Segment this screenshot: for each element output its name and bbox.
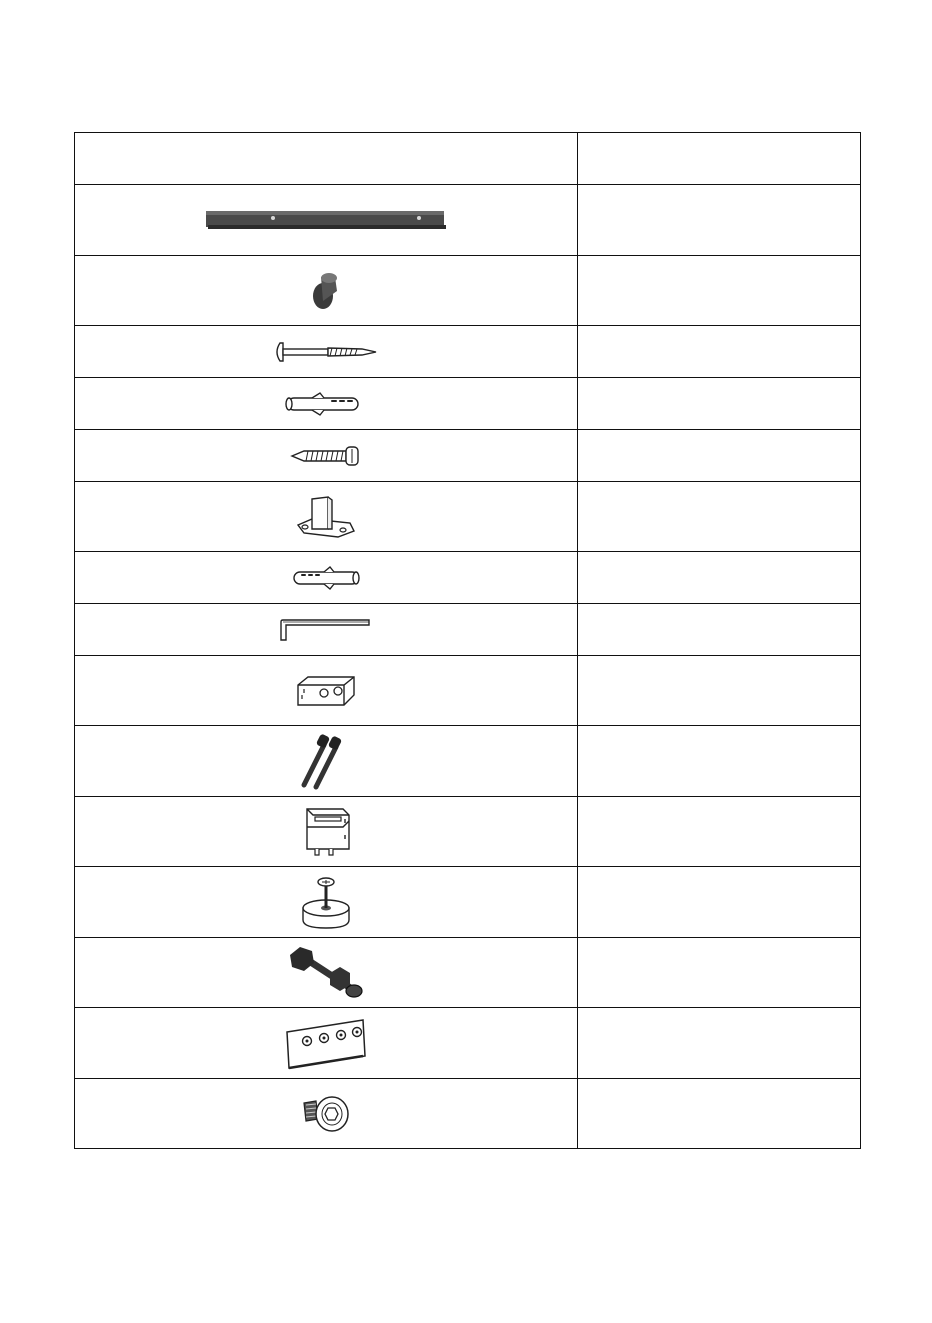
wall-plug-icon — [284, 392, 368, 416]
glass-clamp-icon — [299, 805, 353, 859]
table-row — [75, 326, 861, 378]
bolt-with-nut-icon — [286, 945, 366, 1001]
quantity-cell — [578, 604, 861, 656]
part-image-cell — [75, 867, 578, 938]
part-image-cell — [75, 326, 578, 378]
flat-head-screw-icon — [300, 1093, 352, 1135]
quantity-cell — [578, 185, 861, 256]
quantity-cell — [578, 326, 861, 378]
part-image-cell — [75, 185, 578, 256]
table-row — [75, 938, 861, 1008]
clamp-block-icon — [294, 673, 358, 709]
quantity-cell — [578, 256, 861, 326]
quantity-cell — [578, 430, 861, 482]
parts-table — [74, 132, 861, 1149]
part-image-cell — [75, 482, 578, 552]
quantity-cell — [578, 1079, 861, 1149]
part-image-cell — [75, 1008, 578, 1079]
table-row — [75, 378, 861, 430]
long-wood-screw-icon — [274, 342, 378, 362]
quantity-cell — [578, 378, 861, 430]
table-row — [75, 867, 861, 938]
part-image-cell — [75, 256, 578, 326]
rubber-stopper-icon — [311, 271, 341, 311]
allen-key-icon — [279, 618, 373, 642]
table-row — [75, 1079, 861, 1149]
door-stop-icon — [299, 874, 353, 930]
table-row — [75, 1008, 861, 1079]
part-image-cell — [75, 552, 578, 604]
table-row — [75, 430, 861, 482]
part-image-cell — [75, 797, 578, 867]
quantity-cell — [578, 552, 861, 604]
quantity-cell — [578, 938, 861, 1008]
header-cell-part — [75, 133, 578, 185]
quantity-cell — [578, 482, 861, 552]
table-row — [75, 726, 861, 797]
table-row — [75, 604, 861, 656]
table-header-row — [75, 133, 861, 185]
quantity-cell — [578, 797, 861, 867]
table-row — [75, 256, 861, 326]
quantity-cell — [578, 656, 861, 726]
quantity-cell — [578, 1008, 861, 1079]
part-image-cell — [75, 604, 578, 656]
connector-plate-icon — [283, 1016, 369, 1070]
part-image-cell — [75, 726, 578, 797]
quantity-cell — [578, 867, 861, 938]
part-image-cell — [75, 430, 578, 482]
table-row — [75, 552, 861, 604]
hex-bolts-pair-icon — [294, 731, 358, 791]
floor-guide-icon — [294, 495, 358, 539]
wall-plug-small-icon — [290, 567, 362, 589]
quantity-cell — [578, 726, 861, 797]
part-image-cell — [75, 656, 578, 726]
rail-bar-icon — [206, 209, 446, 231]
table-row — [75, 656, 861, 726]
table-row — [75, 185, 861, 256]
table-row — [75, 482, 861, 552]
header-cell-quantity — [578, 133, 861, 185]
part-image-cell — [75, 378, 578, 430]
table-row — [75, 797, 861, 867]
part-image-cell — [75, 1079, 578, 1149]
short-screw-icon — [290, 445, 362, 467]
part-image-cell — [75, 938, 578, 1008]
